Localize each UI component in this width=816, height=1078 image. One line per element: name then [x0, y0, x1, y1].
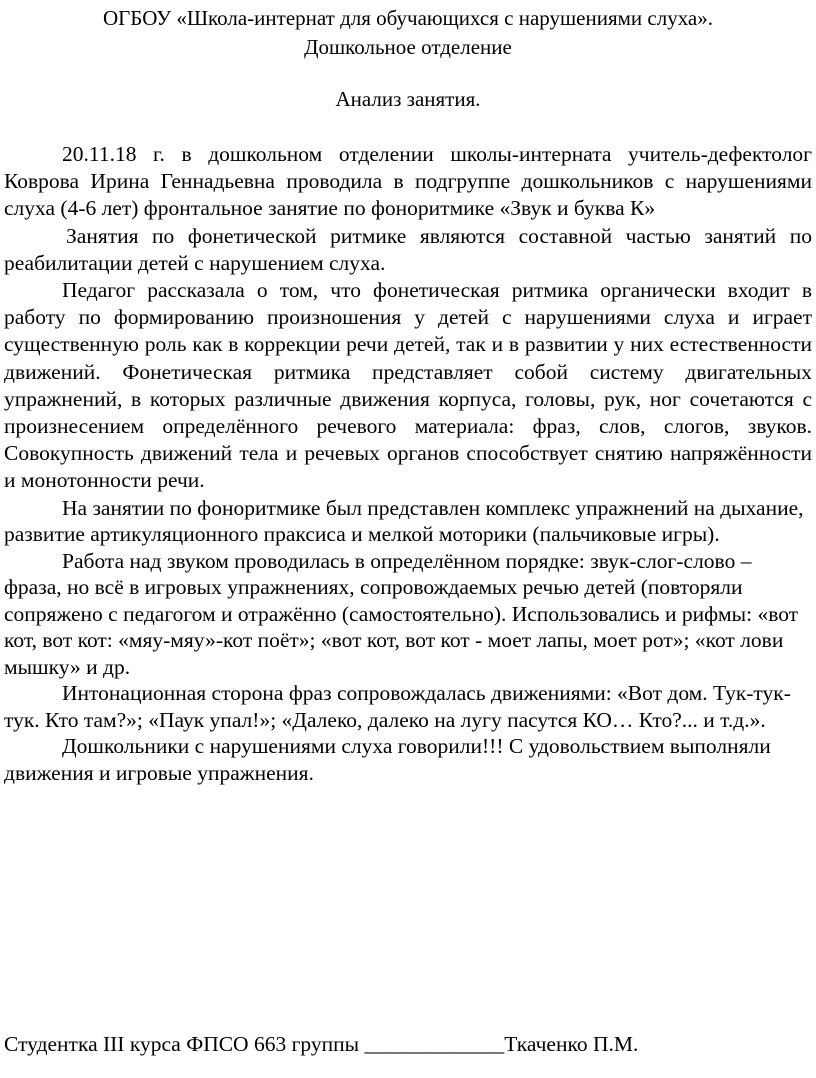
document-title: Анализ занятия.: [335, 87, 481, 111]
paragraph-intro: 20.11.18 г. в дошкольном отделении школы-интерната учитель-дефектолог Коврова Ирина Геннадьевна проводила в подгруппе дошкольников с нарушениями слуха (4-6 лет) фронтальное занятие по фоноритмике «Звук и буква К»: [4, 142, 812, 221]
document-body: [4, 141, 812, 786]
header-institution: ОГБОУ «Школа-интернат для обучающихся с нарушениями слуха».: [103, 6, 713, 30]
paragraph-conclusion: Дошкольники с нарушениями слуха говорили!!! С удовольствием выполняли движения и игровые упражнения.: [4, 734, 771, 785]
paragraph-exercises: На занятии по фоноритмике был представлен комплекс упражнений на дыхание, развитие артикуляционного праксиса и мелкой моторики (пальчиковые игры).: [4, 495, 804, 547]
paragraph-sound-work: Работа над звуком проводилась в определённом порядке: звук-слог-слово – фраза, но всё в игровых упражнениях, сопровождаемых речью детей (повторяли сопряжено с педагогом и отражённо (самостоятельно). Использовались и рифмы: «вот кот, вот кот: «мяу-мяу»-кот поёт»; «вот кот, вот кот - моет лапы, моет рот»; «кот лови мышку» и др.: [4, 548, 799, 679]
paragraph-phonetic-rhythm: Педагог рассказала о том, что фонетическая ритмика органически входит в работу по формированию произношения у детей с нарушениями слуха и играет существенную роль как в коррекции речи детей, так и в развитии у них естественности движений. Фонетическая ритмика представляет собой систему двигательных упражнений, в которых различные движения корпуса, головы, рук, ног сочетаются с произнесением определённого речевого материала: фраз, слов, слогов, звуков. Совокупность движений тела и речевых органов способствует снятию напряжённости и монотонности речи.: [4, 278, 812, 493]
document-header: [0, 4, 816, 62]
paragraph-rehabilitation: Занятия по фонетической ритмике являются составной частью занятий по реабилитации детей с нарушением слуха.: [4, 223, 812, 275]
student-signature: Студентка III курса ФПСО 663 группы _____________Ткаченко П.М.: [4, 1032, 639, 1056]
header-department: Дошкольное отделение: [304, 35, 512, 59]
paragraph-intonation: Интонационная сторона фраз сопровождалась движениями: «Вот дом. Тук-тук-тук. Кто там?»; «Паук упал!»; «Далеко, далеко на лугу пасутся КО… Кто?... и т.д.».: [4, 681, 791, 732]
